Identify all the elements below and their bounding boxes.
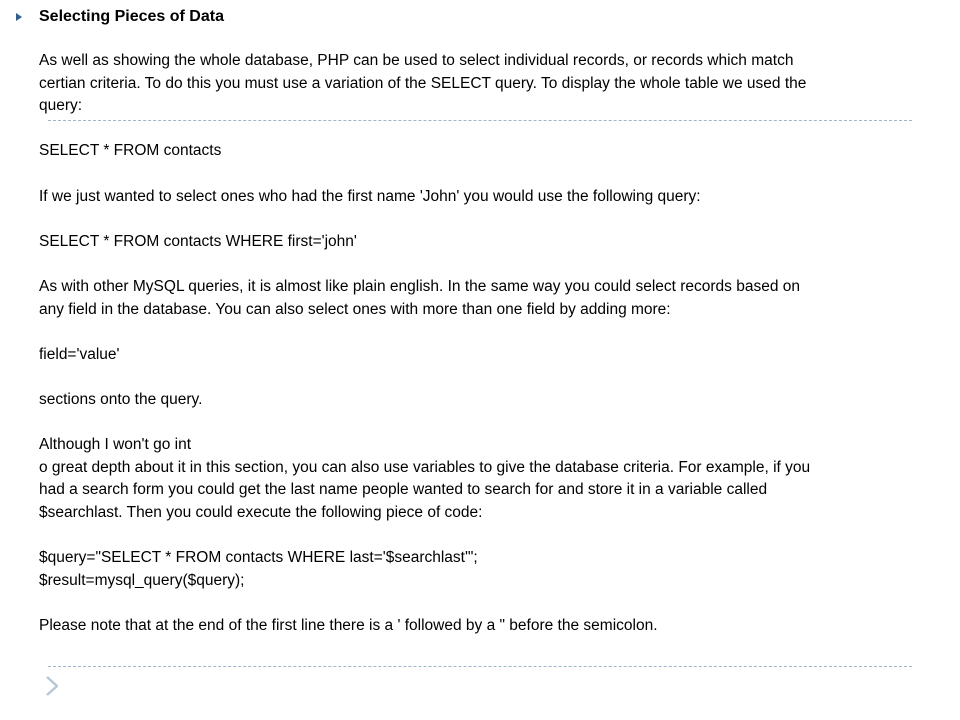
body-line: SELECT * FROM contacts WHERE first='john' xyxy=(39,232,357,250)
bottom-dashed-divider xyxy=(48,666,912,667)
body-line: o great depth about it in this section, you can also use variables to give the database criteria. For example, if you xyxy=(39,458,811,476)
blank-line xyxy=(39,253,899,276)
double-chevron-right-icon xyxy=(46,676,58,696)
body-line: query: xyxy=(39,97,83,115)
blank-line xyxy=(39,412,899,435)
blank-line xyxy=(39,524,899,547)
body-line: sections onto the query. xyxy=(39,390,203,408)
body-line: If we just wanted to select ones who had the first name 'John' you would use the following query: xyxy=(39,187,701,205)
body-line: Please note that at the end of the first line there is a ' followed by a " before the semicolon. xyxy=(39,616,658,634)
blank-line xyxy=(39,208,899,231)
blank-line xyxy=(39,366,899,389)
body-line: $query="SELECT * FROM contacts WHERE last='$searchlast'"; xyxy=(39,549,478,567)
body-line: As with other MySQL queries, it is almost like plain english. In the same way you could select records based on xyxy=(39,277,801,295)
blank-line xyxy=(39,592,899,615)
blank-line xyxy=(39,118,899,141)
blank-line xyxy=(39,163,899,186)
body-line: SELECT * FROM contacts xyxy=(39,142,222,160)
triangle-bullet-icon xyxy=(16,13,22,21)
blank-line xyxy=(39,321,899,344)
slide-heading: Selecting Pieces of Data xyxy=(39,8,224,25)
body-line: certian criteria. To do this you must use a variation of the SELECT query. To display the whole table we used the xyxy=(39,74,807,92)
body-line: $searchlast. Then you could execute the following piece of code: xyxy=(39,503,483,521)
body-line: Although I won't go int xyxy=(39,436,192,454)
body-line: field='value' xyxy=(39,345,120,363)
body-line: As well as showing the whole database, PHP can be used to select individual records, or records which match xyxy=(39,52,794,69)
slide-body-text xyxy=(39,50,899,637)
body-line: had a search form you could get the last name people wanted to search for and store it in a variable called xyxy=(39,481,768,499)
body-line: any field in the database. You can also select ones with more than one field by adding more: xyxy=(39,300,671,318)
body-line: $result=mysql_query($query); xyxy=(39,571,245,589)
